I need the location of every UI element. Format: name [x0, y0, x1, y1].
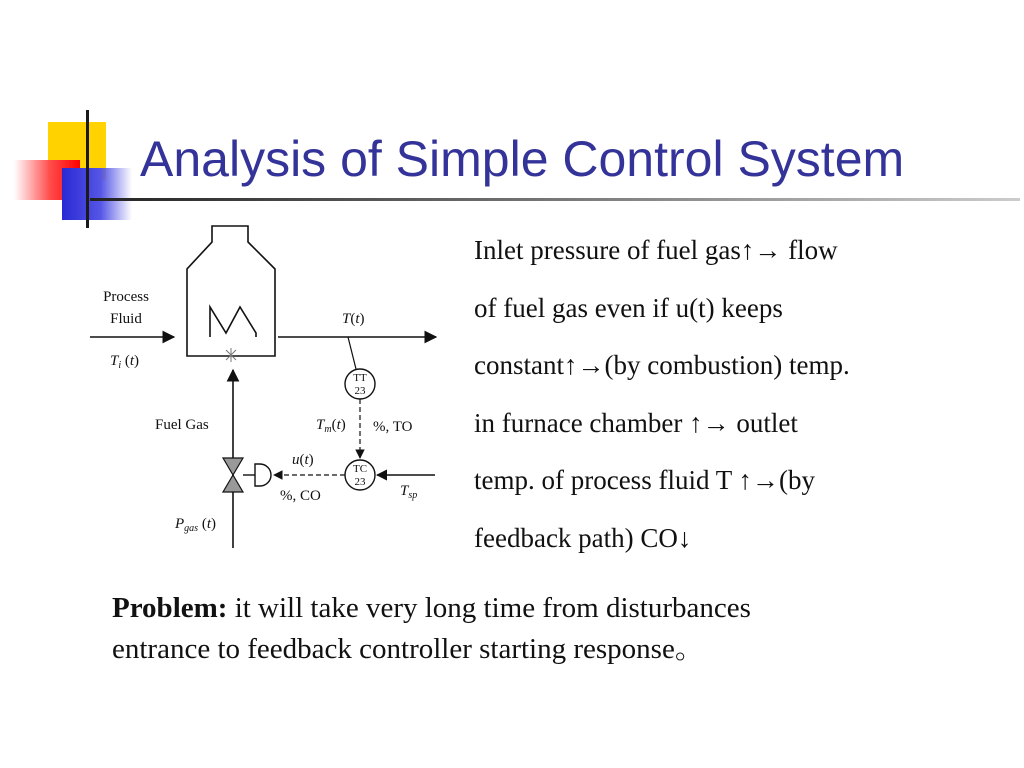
title-underline	[90, 198, 1020, 201]
explanation-line-4: in furnace chamber ↑→ outlet	[474, 407, 798, 438]
explanation-line-6: feedback path) CO↓	[474, 522, 692, 553]
percent-co-label: %, CO	[280, 488, 321, 504]
tm-label: $T_m(t)$	[316, 417, 346, 435]
furnace-control-diagram	[60, 210, 460, 560]
slide-logo-decoration	[0, 0, 140, 230]
heating-coil	[210, 307, 256, 337]
control-valve	[223, 458, 243, 492]
ut-label: u(t)	[292, 452, 314, 468]
explanation-text	[474, 222, 1014, 567]
problem-label: Problem:	[112, 592, 228, 624]
sensor-link-line	[348, 337, 356, 369]
pgas-label: $P_{gas}$ (t)	[175, 516, 216, 534]
tt-output-label: T(t)	[342, 311, 365, 327]
tt-number: 23	[354, 385, 366, 397]
tc-tag: TC	[352, 463, 368, 475]
problem-line-2: entrance to feedback controller starting response。	[112, 633, 704, 665]
slide-title: Analysis of Simple Control System	[140, 131, 905, 187]
explanation-line-5: temp. of process fluid T ↑→(by	[474, 465, 815, 495]
process-fluid-label-line1: Process	[103, 289, 149, 305]
tsp-label: $T_{sp}$	[400, 483, 418, 501]
problem-line-1	[112, 588, 992, 629]
valve-actuator	[255, 464, 271, 486]
fuel-gas-label: Fuel Gas	[155, 417, 209, 433]
burner-flame	[226, 348, 236, 362]
problem-text-1: it will take very long time from disturbances	[227, 592, 751, 624]
tt-tag: TT	[353, 372, 367, 384]
explanation-line-2: of fuel gas even if u(t) keeps	[474, 292, 783, 323]
problem-statement	[112, 588, 992, 670]
furnace-outline	[187, 226, 275, 356]
ti-label: $T_i$ (t)	[110, 353, 140, 371]
percent-to-label: %, TO	[373, 419, 413, 435]
tc-number: 23	[354, 476, 366, 488]
process-fluid-label-line2: Fluid	[110, 311, 142, 327]
explanation-line-3: constant↑→(by combustion) temp.	[474, 350, 850, 380]
explanation-line-1: Inlet pressure of fuel gas↑→ flow	[474, 235, 838, 265]
